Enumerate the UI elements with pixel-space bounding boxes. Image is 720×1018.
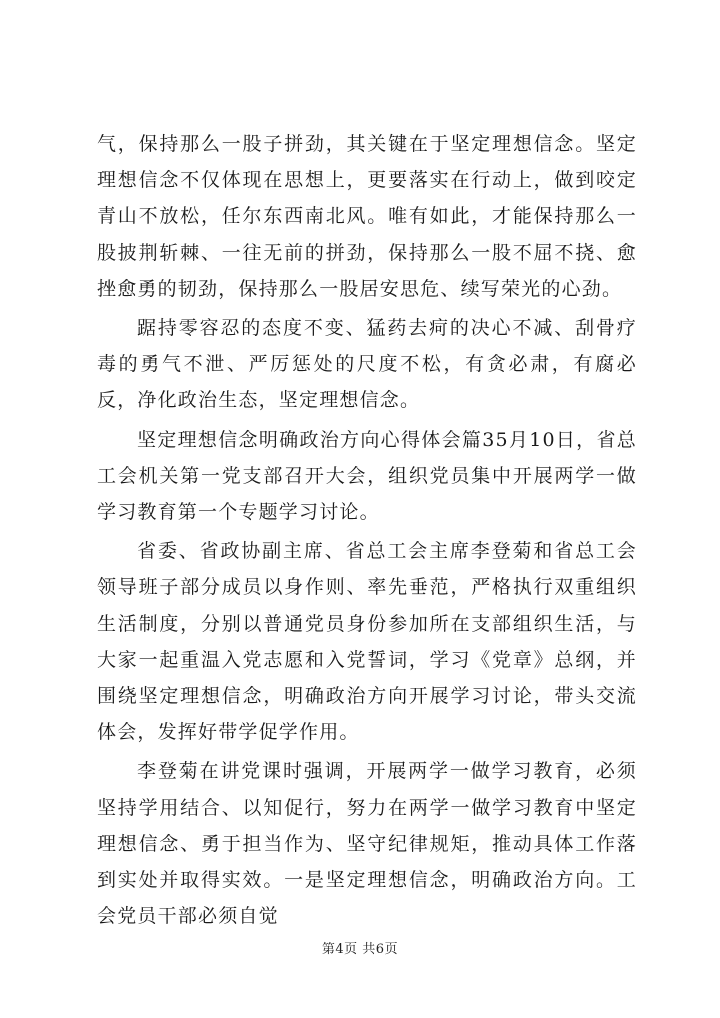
page-number-footer: 第4页 共6页 (321, 942, 399, 957)
paragraph-1: 气，保持那么一股子拼劲，其关键在于坚定理想信念。坚定理想信念不仅体现在思想上，更要落实在行动上，做到咬定青山不放松，任尔东西南北风。唯有如此，才能保持那么一股披荆斩棘、一往无前的拼劲，保持那么一股不屈不挠、愈挫愈勇的韧劲，保持那么一股居安思危、续写荣光的心劲。 (97, 133, 637, 300)
paragraph-3: 坚定理想信念明确政治方向心得体会篇35月10日，省总工会机关第一党支部召开大会，组织党员集中开展两学一做学习教育第一个专题学习讨论。 (97, 428, 637, 524)
document-body (97, 126, 637, 937)
paragraph-4: 省委、省政协副主席、省总工会主席李登菊和省总工会领导班子部分成员以身作则、率先垂范，严格执行双重组织生活制度，分别以普通党员身份参加所在支部组织生活，与大家一起重温入党志愿和入党誓词，学习《党章》总纲，并围绕坚定理想信念，明确政治方向开展学习讨论，带头交流体会，发挥好带学促学作用。 (97, 540, 637, 744)
paragraph-5: 李登菊在讲党课时强调，开展两学一做学习教育，必须坚持学用结合、以知促行，努力在两学一做学习教育中坚定理想信念、勇于担当作为、坚守纪律规矩，推动具体工作落到实处并取得实效。一是坚定理想信念，明确政治方向。工会党员干部必须自觉 (97, 760, 637, 928)
paragraph-2: 踞持零容忍的态度不变、猛药去疴的决心不减、刮骨疗毒的勇气不泄、严厉惩处的尺度不松，有贪必肃，有腐必反，净化政治生态，坚定理想信念。 (97, 317, 637, 412)
